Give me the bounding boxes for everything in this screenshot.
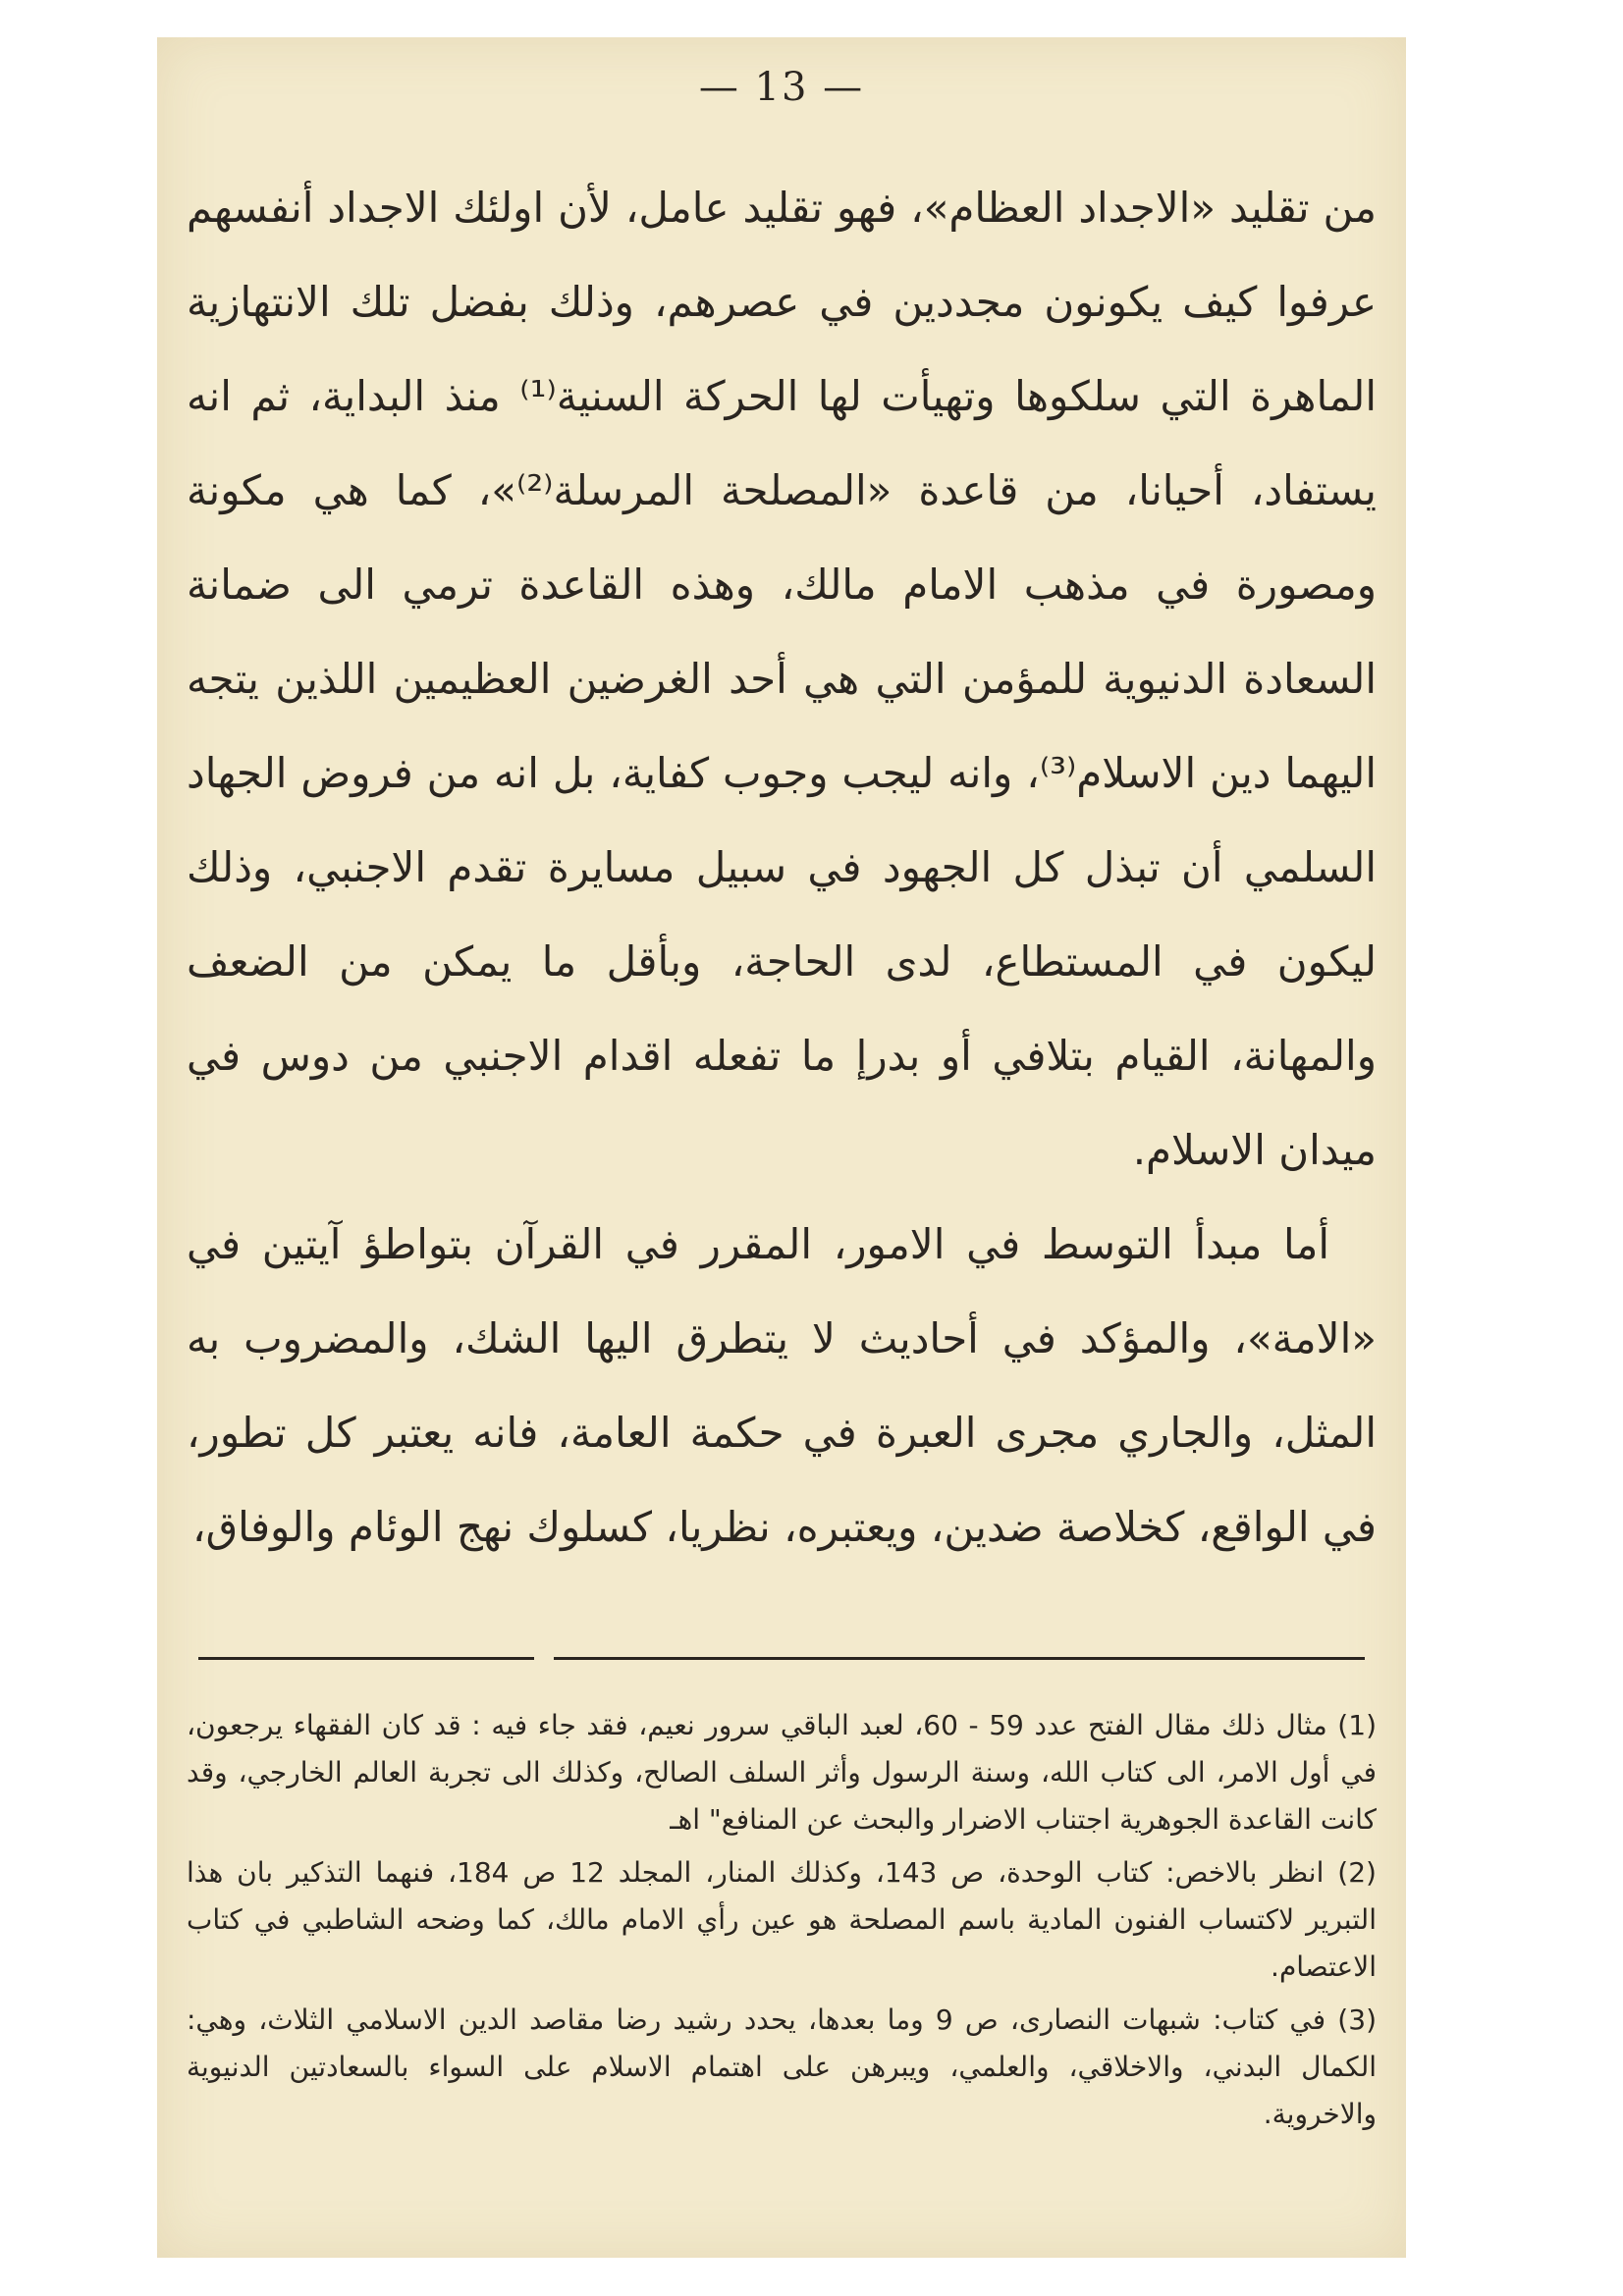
separator-line-long [554,1657,1365,1660]
separator-line-short [198,1657,534,1660]
footnote-3: (3) في كتاب: شبهات النصارى، ص 9 وما بعدها، يحدد رشيد رضا مقاصد الدين الاسلامي الثلاث، وهي: الكمال البدني، والاخلاقي، والعلمي، ويبرهن على اهتمام الاسلام على السواء بالسعادتين الدنيوية والاخروية. [187,2003,1377,2130]
paragraph-1: من تقليد «الاجداد العظام»، فهو تقليد عامل، لأن اولئك الاجداد أنفسهم عرفوا كيف يكونون مجددين في عصرهم، وذلك بفضل تلك الانتهازية الماهرة التي سلكوها وتهيأت لها الحركة السنية⁽¹⁾ منذ البداية، ثم انه يستفاد، أحيانا، من قاعدة «المصلحة المرسلة⁽²⁾»، كما هي مكونة ومصورة في مذهب الامام مالك، وهذه القاعدة ترمي الى ضمانة السعادة الدنيوية للمؤمن التي هي أحد الغرضين العظيمين اللذين يتجه اليهما دين الاسلام⁽³⁾، وانه ليجب وجوب كفاية، بل انه من فروض الجهاد السلمي أن تبذل كل الجهود في سبيل مسايرة تقدم الاجنبي، وذلك ليكون في المستطاع، لدى الحاجة، وبأقل ما يمكن من الضعف والمهانة، القيام بتلافي أو بدرإ ما تفعله اقدام الاجنبي من دوس في ميدان الاسلام. [187,184,1377,1174]
scanned-page [157,37,1406,2258]
body-text [187,161,1377,1575]
footnotes [187,1702,1377,2144]
footnote-2: (2) انظر بالاخص: كتاب الوحدة، ص 143، وكذلك المنار، المجلد 12 ص 184، فنهما التذكير بان هذا التبرير لاكتساب الفنون المادية باسم المصلحة هو عين رأي الامام مالك، كما وضحه الشاطبي في كتاب الاعتصام. [187,1856,1377,1983]
page-number: — 13 — [698,65,865,110]
paragraph-2: أما مبدأ التوسط في الامور، المقرر في القرآن بتواطؤ آيتين في «الامة»، والمؤكد في أحاديث لا يتطرق اليها الشك، والمضروب به المثل، والجاري مجرى العبرة في حكمة العامة، فانه يعتبر كل تطور، في الواقع، كخلاصة ضدين، ويعتبره، نظريا، كسلوك نهج الوئام والوفاق، [187,1220,1377,1551]
footnote-1: (1) مثال ذلك مقال الفتح عدد 59 - 60، لعبد الباقي سرور نعيم، فقد جاء فيه : قد كان الفقهاء يرجعون، في أول الامر، الى كتاب الله، وسنة الرسول وأثر السلف الصالح، وكذلك الى تجربة العالم الخارجي، وقد كانت القاعدة الجوهرية اجتناب الاضرار والبحث عن المنافع" اهـ [187,1709,1377,1836]
footnote-separator [198,1657,1365,1660]
